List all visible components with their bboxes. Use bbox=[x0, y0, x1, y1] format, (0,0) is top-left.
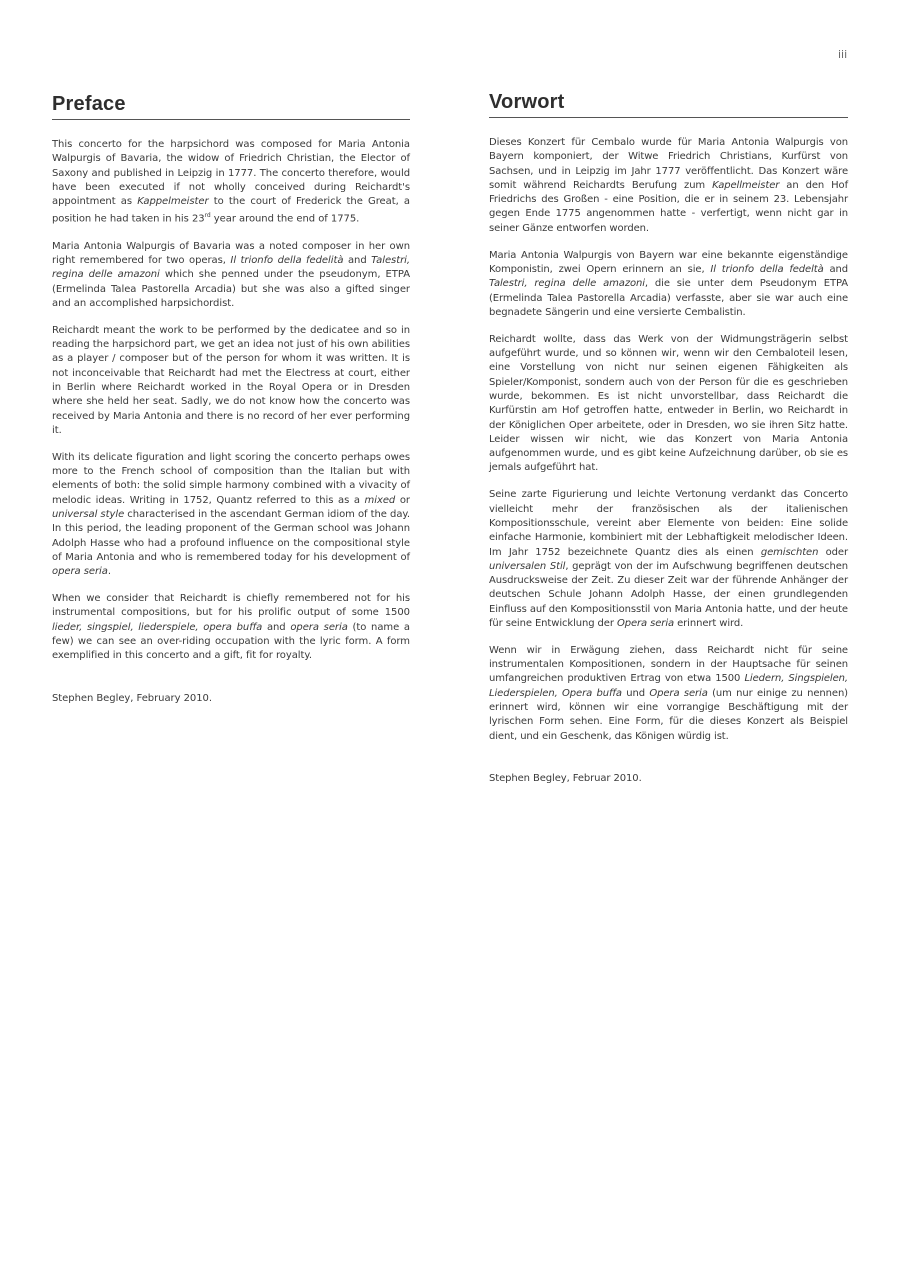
italic-term: Il trionfo della fedelità bbox=[230, 255, 344, 266]
preface-column bbox=[52, 93, 410, 718]
vorwort-body bbox=[489, 136, 848, 786]
italic-term: Kappelmeister bbox=[137, 196, 209, 208]
preface-paragraph: This concerto for the harpsichord was composed for Maria Antonia Walpurgis of Bavaria, the widow of Friedrich Christian, the Elector of Saxony and published in Leipzig in 1777. The concerto therefore, would have been executed if not wholly conceived during Reichardt's appointment as Kappelmeister to the court of Frederick the Great, a position he had taken in his 23rd year around the end of 1775. bbox=[52, 139, 410, 225]
preface-signature: Stephen Begley, February 2010. bbox=[52, 692, 212, 704]
preface-paragraph: Reichardt meant the work to be performed by the dedicatee and so in reading the harpsichord part, we get an idea not just of his own abilities as a player / composer but of the person for whom it was written. It is not inconceivable that Reichardt had met the Electress at court, either in Berlin where Reichardt worked in the Royal Opera or in Dresden where she held her seat. Sadly, we do not know how the concerto was received by Maria Antonia and there is no record of her ever performing it. bbox=[52, 324, 410, 436]
vorwort-paragraph: Seine zarte Figurierung und leichte Vertonung verdankt das Concerto vielleicht mehr der französischen als der italienischen Kompositionsschule, vereint aber Elemente von beiden: Eine solide einfache Harmonie, kombiniert mit der Lebhaftigkeit melodischer Ideen. Im Jahr 1752 bezeichnete Quantz dies als einen gemischten oder universalen Stil, geprägt von der im Aufschwung begriffenen deutschen Ausdrucksweise der Zeit. Zu dieser Zeit war der führende Anhänger der deutschen Schule Johann Adolph Hasse, der einen grundlegenden Einfluss auf den Kompositionsstil von Maria Antonia hatte, und der heute für seine Entwicklung der Opera seria erinnert wird. bbox=[489, 489, 848, 629]
italic-term: mixed bbox=[364, 494, 396, 506]
italic-term: Il trionfo della fedeltà bbox=[710, 263, 824, 275]
italic-term: Kapellmeister bbox=[712, 179, 780, 191]
preface-body bbox=[52, 138, 410, 706]
italic-term: Opera seria bbox=[616, 617, 675, 629]
vorwort-column bbox=[489, 91, 848, 799]
vorwort-paragraph: Dieses Konzert für Cembalo wurde für Maria Antonia Walpurgis von Bayern komponiert, der Witwe Friedrich Christians, Kurfürst von Sachsen, und in Leipzig im Jahr 1777 veröffentlicht. Das Konzert wäre somit während Reichardts Berufung zum Kapellmeister an den Hof Friedrichs des Großen - eine Position, die er in seinem 23. Lebensjahr gegen Ende 1775 angenommen hatte - verfertigt, wenn nicht gar in seiner Gänze entworfen worden. bbox=[489, 137, 848, 234]
italic-term: gemischten bbox=[760, 546, 819, 558]
vorwort-signature: Stephen Begley, Februar 2010. bbox=[489, 772, 642, 784]
italic-term: opera seria bbox=[290, 621, 348, 633]
italic-term: universal style bbox=[52, 508, 125, 520]
preface-paragraph: When we consider that Reichardt is chiefly remembered not for his instrumental compositions, but for his prolific output of some 1500 lieder, singspiel, liederspiele, opera buffa and opera seria (to name a few) we can see an over-riding occupation with the lyric form. A form exemplified in this concerto and a gift, fit for royalty. bbox=[52, 593, 410, 662]
preface-title: Preface bbox=[52, 93, 410, 120]
italic-term: Liedern, Singspielen, Liederspielen, Opera buffa bbox=[489, 673, 848, 699]
vorwort-paragraph: Maria Antonia Walpurgis von Bayern war eine bekannte eigenständige Komponistin, zwei Opern erinnern an sie, Il trionfo della fedeltà and Talestri, regina delle amazoni, die sie unter dem Pseudonym ETPA (Ermelinda Talea Pastorella Arcadia) verfasste, aber sie war auch eine begnadete Sängerin und eine versierte Cembalistin. bbox=[489, 249, 848, 318]
italic-term: Opera seria bbox=[649, 687, 708, 699]
ordinal-suffix: rd bbox=[204, 212, 211, 220]
italic-term: lieder, singspiel, liederspiele, opera buffa bbox=[52, 621, 263, 633]
vorwort-title: Vorwort bbox=[489, 91, 848, 118]
page-number: iii bbox=[838, 48, 848, 61]
vorwort-paragraph: Wenn wir in Erwägung ziehen, dass Reichardt nicht für seine instrumentalen Kompositionen, sondern in der Hauptsache für seinen umfangreichen produktiven Ertrag von etwa 1500 Liedern, Singspielen, Liederspielen, Opera buffa und Opera seria (um nur einige zu nennen) erinnert wird, können wir eine vorrangige Beschäftigung mit der lyrischen Form sehen. Eine Form, für die dieses Konzert als Beispiel dient, und ein Geschenk, das Königen würdig ist. bbox=[489, 644, 848, 742]
preface-paragraph: With its delicate figuration and light scoring the concerto perhaps owes more to the French school of composition than the Italian but with elements of both: the solid simple harmony combined with a vivacity of melodic ideas. Writing in 1752, Quantz referred to this as a mixed or universal style characterised in the ascendant German idiom of the day. In this period, the leading proponent of the German school was Johann Adolph Hasse who had a profound influence on the compositional style of Maria Antonia and who is remembered today for his development of opera seria. bbox=[52, 451, 410, 578]
italic-term: Talestri, regina delle amazoni bbox=[52, 255, 411, 281]
italic-term: Talestri, regina delle amazoni bbox=[489, 278, 645, 290]
vorwort-paragraph: Reichardt wollte, dass das Werk von der Widmungsträgerin selbst aufgeführt wurde, und so können wir, wenn wir den Cembaloteil lesen, eine Vorstellung von nicht nur seinen eigenen Fähigkeiten als Spieler/Komponist, sondern auch von der Person für die es geschrieben wurde, bekommen. Es ist nicht unvorstellbar, dass Reichardt die Kurfürstin am Hof getroffen hatte, entweder in Berlin, wo Reichardt in der Königlichen Oper arbeitete, oder in Dresden, wo sie ihren Sitz hatte. Leider wissen wir nicht, wie das Konzert von Maria Antonia aufgenommen wurde, und es gibt keine Aufzeichnung darüber, ob sie es jemals aufgeführt hat. bbox=[489, 333, 848, 474]
preface-paragraph: Maria Antonia Walpurgis of Bavaria was a noted composer in her own right remembered for two operas, Il trionfo della fedelità and Talestri, regina delle amazoni which she penned under the pseudonym, ETPA (Ermelinda Talea Pastorella Arcadia) but she was also a gifted singer and an accomplished harpsichordist. bbox=[52, 240, 411, 309]
italic-term: opera seria bbox=[52, 566, 108, 578]
italic-term: universalen Stil bbox=[489, 560, 566, 572]
